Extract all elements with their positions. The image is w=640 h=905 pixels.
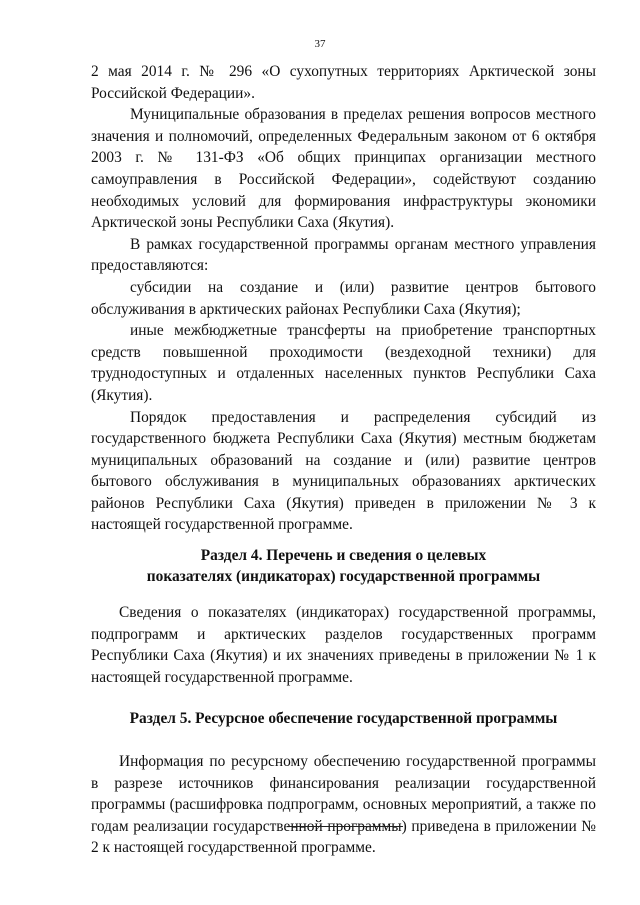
section-4-text: Сведения о показателях (индикаторах) государственной программы, подпрограмм и арктических разделов государственных программ Республики Саха (Якутия) и их значениях приведены в приложении № 1 к настоящей государственной программе.: [91, 604, 596, 686]
section-5-heading: Раздел 5. Ресурсное обеспечение государственной программы: [129, 710, 558, 728]
section-4-heading-line2: показателях (индикаторах) государственной программы: [146, 567, 541, 585]
paragraph-transfers: иные межбюджетные трансферты на приобретение транспортных средств повышенной проходимости (вездеходной техники) для труднодоступных и отдаленных населенных пунктов Республики Саха (Якутия).: [91, 322, 596, 404]
paragraph-program-provides: В рамках государственной программы органам местного управления предоставляются:: [91, 235, 596, 275]
document-body: [91, 61, 596, 859]
section-4-heading: [91, 546, 596, 587]
end-divider: [287, 826, 403, 827]
section-4-heading-line1: Раздел 4. Перечень и сведения о целевых: [200, 547, 487, 565]
section-5-text: Информация по ресурсному обеспечению государственной программы в разрезе источников финансирования реализации государственной программы (расшифровка подпрограмм, основных мероприятий, а также по годам реализации государственной программы) приведена в приложении № 2 к настоящей государственной программе.: [91, 752, 596, 857]
paragraph-subsidies: субсидии на создание и (или) развитие центров бытового обслуживания в арктических районах Республики Саха (Якутия);: [91, 278, 596, 318]
page-number: 37: [314, 38, 326, 50]
paragraph-decree-reference: 2 мая 2014 г. № 296 «О сухопутных территориях Арктической зоны Российской Федерации».: [91, 63, 596, 102]
paragraph-municipalities: Муниципальные образования в пределах решения вопросов местного значения и полномочий, определенных Федеральным законом от 6 октября 2003 г. № 131-ФЗ «Об общих принципах организации местного самоуправления в Российской Федерации», содействуют созданию необходимых условий для формирования инфраструктуры экономики Арктической зоны Республики Саха (Якутия).: [91, 106, 596, 232]
paragraph-procedure: Порядок предоставления и распределения субсидий из государственного бюджета Республики Саха (Якутия) местным бюджетам муниципальных образований на создание и (или) развитие центров бытового обслуживания в муниципальных образованиях арктических районов Республики Саха (Якутия) приведен в приложении № 3 к настоящей государственной программе.: [91, 408, 596, 534]
